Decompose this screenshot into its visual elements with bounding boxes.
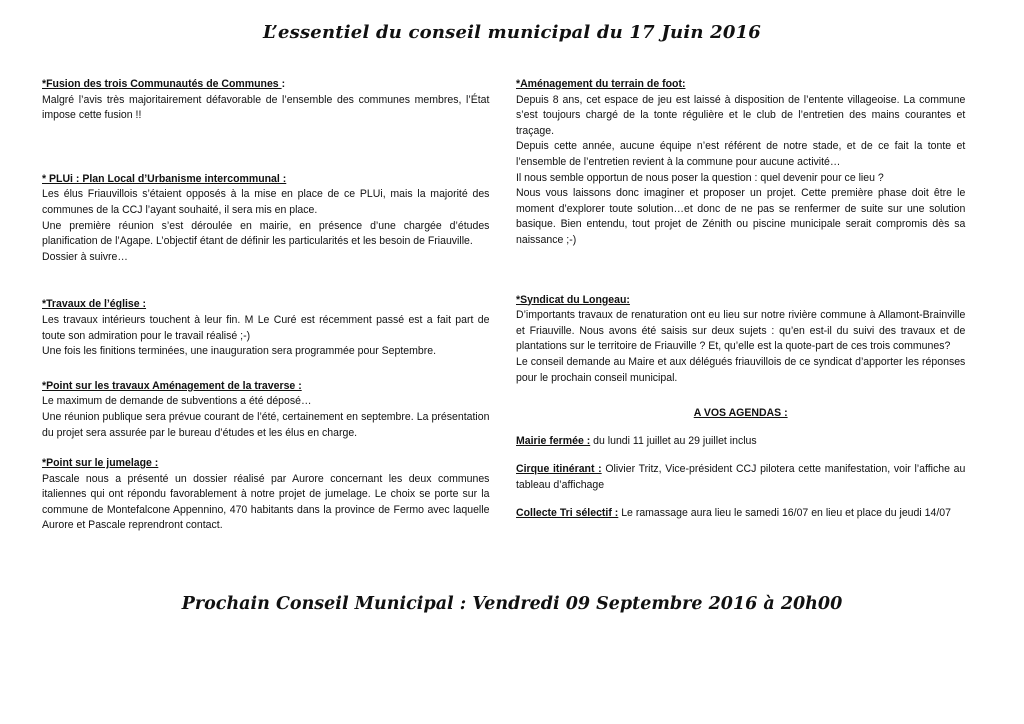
foot-paragraph-2: Depuis cette année, aucune équipe n’est référent de notre stade, et de ce fait la tonte et l’ensemble de l’entretien revient à la commune pour aucune activité… [516,140,966,168]
plui-paragraph-2: Une première réunion s’est déroulée en mairie, en présence d’une chargée d’études planification de l’Agape. L’objectif étant de définir les particularités et les besoin de Friauville. [42,219,490,248]
section-jumelage [42,456,489,534]
fusion-heading-suffix: : [281,78,286,90]
agenda-item [516,434,965,450]
agenda-item-label: Mairie fermée : [516,434,591,447]
document-title: L’essentiel du conseil municipal du 17 Juin 2016 [262,22,762,43]
right-column [516,77,965,522]
fusion-paragraph-1: Malgré l’avis très majoritairement défavorable de l’ensemble des communes membres, l’État impose cette fusion !! [42,93,490,122]
section-agendas [516,406,965,522]
foot-paragraph-4: Nous vous laissons donc imaginer et proposer un projet. Cette première phase doit être le moment d’explorer toute solution…et donc de ne pas se renfermer de suite sur une solution basique. Bien entendu, tout projet de Zénith ou piscine municipale serait compromis dès sa naissance ;-) [516,187,966,246]
agenda-item [516,462,965,493]
foot-heading: *Aménagement du terrain de foot: [516,78,686,90]
section-foot [516,77,965,249]
jumelage-paragraph-1: Pascale nous a présenté un dossier réalisé par Aurore concernant les deux communes italiennes qui ont répondu favorablement à notre projet de jumelage. Le choix se porte sur la commune de Montefalcone Appennino, 470 habitants dans la province de Fermo avec laquelle Aurore et Pascale reprendront contact. [42,472,490,532]
agenda-item-text: Olivier Tritz, Vice-président CCJ pilotera cette manifestation, voir l’affiche au tableau d’affichage [516,463,966,491]
section-eglise [42,297,489,359]
left-column [42,77,489,534]
section-fusion [42,77,489,124]
eglise-heading: *Travaux de l’église : [42,298,147,311]
section-plui [42,172,489,266]
next-council-announcement: Prochain Conseil Municipal : Vendredi 09 Septembre 2016 à 20h00 [181,594,843,614]
section-heading [42,77,489,93]
agenda-item [516,506,965,522]
traverse-paragraph-1: Le maximum de demande de subventions a été déposé… [42,395,312,408]
eglise-paragraph-2: Une fois les finitions terminées, une inauguration sera programmée pour Septembre. [42,345,436,358]
agenda-item-text: Le ramassage aura lieu le samedi 16/07 en lieu et place du jeudi 14/07 [618,507,951,520]
eglise-paragraph-1: Les travaux intérieurs touchent à leur fin. M Le Curé est récemment passé est a fait part de toute son admiration pour le travail réalisé ;-) [42,313,490,342]
traverse-paragraph-2: Une réunion publique sera prévue courant de l’été, certainement en septembre. La présentation du projet sera assurée par le bureau d’études et les élus en charge. [42,410,490,439]
section-traverse [42,379,489,441]
agenda-item-label: Cirque itinérant : [516,463,602,476]
plui-paragraph-1: Les élus Friauvillois s’étaient opposés à la mise en place de ce PLUi, mais la majorité des communes de la CCJ l’ayant souhaité, il sera mis en place. [42,188,490,216]
longeau-paragraph-2: Le conseil demande au Maire et aux délégués friauvillois de ce syndicat d’apporter les réponses pour le prochain conseil municipal. [516,355,966,384]
longeau-heading: *Syndicat du Longeau: [516,293,630,306]
agenda-item-label: Collecte Tri sélectif : [516,507,619,520]
longeau-paragraph-1: D’importants travaux de renaturation ont eu lieu sur notre rivière commune à Allamont-Brainville et Friauville. Nous avons été saisis sur deux sujets : qu’en est-il du suivi des travaux et de plantations sur le territoire de Friauville ? Et, qu’elle est la quote-part de ces trois communes? [516,309,966,353]
plui-heading: * PLUi : Plan Local d’Urbanisme intercommunal : [42,172,287,185]
foot-paragraph-3: Il nous semble opportun de nous poser la question : quel devenir pour ce lieu ? [516,171,884,184]
foot-paragraph-1: Depuis 8 ans, cet espace de jeu est laissé à disposition de l’entente villageoise. La commune s’est toujours chargé de la tonte régulière et le club de l’entretien des mains courantes et traçage. [516,93,966,137]
fusion-heading: *Fusion des trois Communautés de Communes [42,78,282,90]
plui-paragraph-3: Dossier à suivre… [42,250,128,263]
section-longeau [516,293,965,387]
agendas-title: A VOS AGENDAS : [693,407,788,420]
agenda-item-text: du lundi 11 juillet au 29 juillet inclus [590,434,757,447]
traverse-heading: *Point sur les travaux Aménagement de la traverse : [42,379,302,392]
jumelage-heading: *Point sur le jumelage : [42,457,159,470]
